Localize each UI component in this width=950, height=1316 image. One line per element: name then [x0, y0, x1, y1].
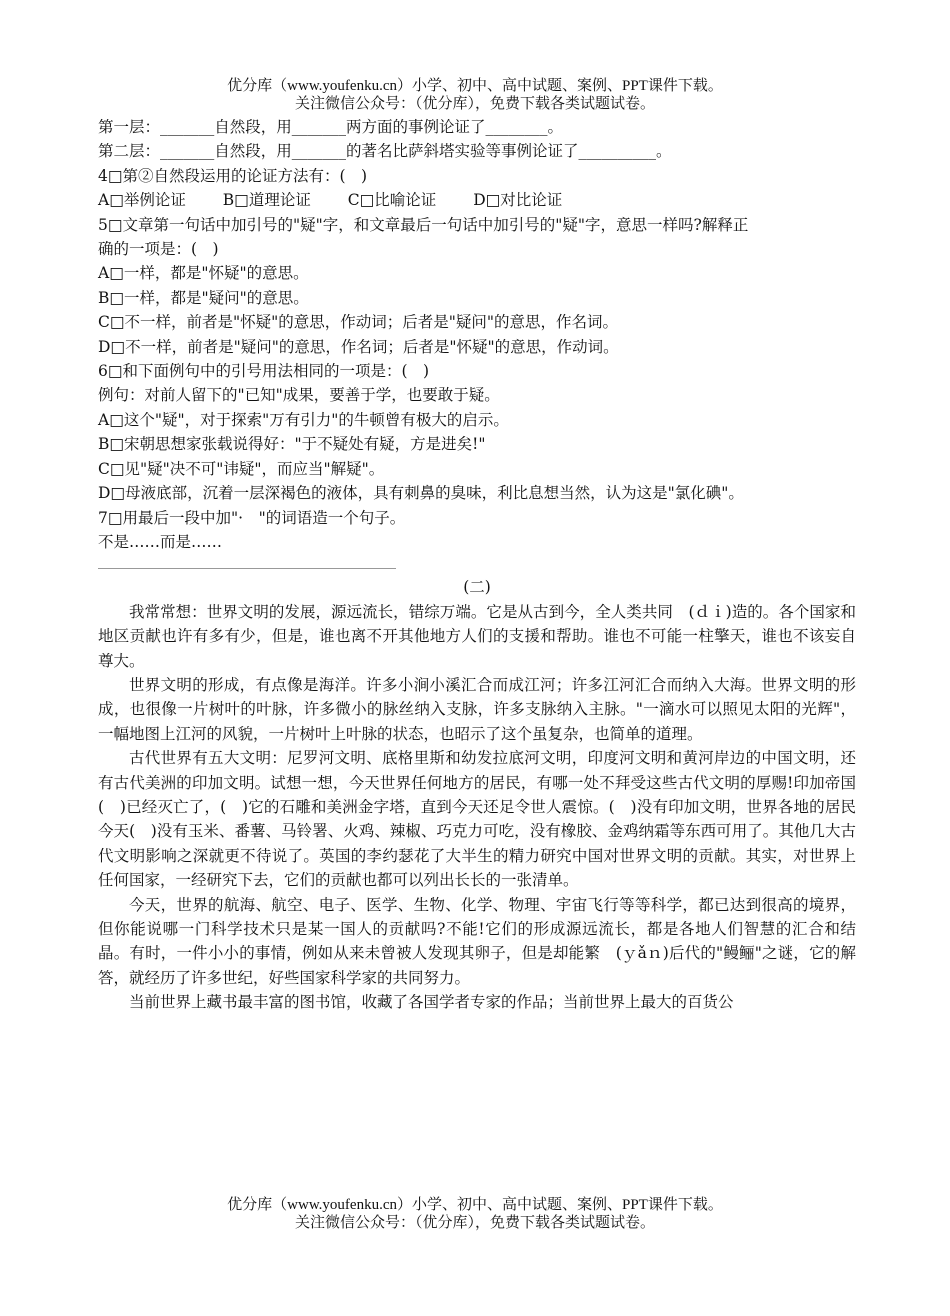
paragraph-1: 我常常想：世界文明的发展，源远流长，错综万端。它是从古到今，全人类共同 (ｄｉ)造的。各个国家和地区贡献也许有多有少，但是，谁也离不开其他地方人们的支援和帮助。谁也不可能一柱擎天，谁也不该妄自尊大。 — [98, 602, 856, 670]
section-title: (二) — [463, 578, 491, 597]
q5-option-b: B□一样，都是"疑问"的意思。 — [98, 288, 309, 307]
q4-stem: 4□第②自然段运用的论证方法有：( ) — [98, 166, 368, 185]
footer-line-1: 优分库（www.youfenku.cn）小学、初中、高中试题、案例、PPT课件下载。 — [227, 1197, 723, 1213]
q6-option-a: A□这个"疑"，对于探索"万有引力"的牛顿曾有极大的启示。 — [98, 410, 509, 429]
q4-option-c: C□比喻论证 — [347, 191, 437, 210]
q6-example: 例句：对前人留下的"已知"成果，要善于学，也要敢于疑。 — [98, 386, 500, 405]
page-header — [0, 77, 950, 113]
q6-option-b: B□宋朝思想家张载说得好："于不疑处有疑，方是进矣!" — [98, 435, 486, 454]
q4-option-b: B□道理论证 — [222, 191, 311, 210]
q5-option-a: A□一样，都是"怀疑"的意思。 — [98, 264, 309, 283]
q7-stem: 7□用最后一段中加"· "的词语造一个句子。 — [98, 508, 406, 527]
q5-stem-line-2: 确的一项是：( ) — [98, 240, 219, 259]
q6-option-c: C□见"疑"决不可"讳疑"，而应当"解疑"。 — [98, 459, 385, 478]
header-line-2: 关注微信公众号：（优分库），免费下载各类试题试卷。 — [294, 96, 655, 112]
paragraph-4: 今天，世界的航海、航空、电子、医学、生物、化学、物理、宇宙飞行等等科学，都已达到很高的境界，但你能说哪一门科学技术只是某一国人的贡献吗?不能!它们的形成源远流长，都是各地人们智慧的汇合和结晶。有时，一件小小的事情，例如从来未曾被人发现其卵子，但是却能繁 (ｙǎｎ)后代的"鳗鲡"之谜，它的解答，就经历了许多世纪，好些国家科学家的共同努力。 — [98, 895, 856, 987]
paragraph-5: 当前世界上藏书最丰富的图书馆，收藏了各国学者专家的作品；当前世界上最大的百货公 — [129, 993, 734, 1012]
paragraph-2: 世界文明的形成，有点像是海洋。许多小涧小溪汇合而成江河；许多江河汇合而纳入大海。世界文明的形成，也很像一片树叶的叶脉，许多微小的脉丝纳入支脉，许多支脉纳入主脉。"一滴水可以照见太阳的光辉"，一幅地图上江河的风貌，一片树叶上叶脉的状态，也昭示了这个虽复杂，也简单的道理。 — [98, 675, 856, 743]
page-footer — [0, 1196, 950, 1232]
document-body — [98, 115, 856, 1015]
header-line-1: 优分库（www.youfenku.cn）小学、初中、高中试题、案例、PPT课件下载。 — [227, 78, 723, 94]
q5-option-d: D□不一样，前者是"疑问"的意思，作名词；后者是"怀疑"的意思，作动词。 — [98, 337, 619, 356]
q3-layer-1: 第一层：_______自然段，用_______两方面的事例论证了________。 — [98, 118, 564, 136]
q3-layer-2: 第二层：_______自然段，用_______的著名比萨斜塔实验等事例论证了__________。 — [98, 142, 672, 161]
q5-option-c: C□不一样，前者是"怀疑"的意思，作动词；后者是"疑问"的意思，作名词。 — [98, 313, 619, 332]
q7-answer-prompt: 不是……而是…… — [98, 532, 223, 551]
footer-line-2: 关注微信公众号：（优分库），免费下载各类试题试卷。 — [294, 1215, 655, 1231]
q4-option-a: A□举例论证 — [98, 191, 186, 210]
q5-stem-line-1: 5□文章第一句话中加引号的"疑"字，和文章最后一句话中加引号的"疑"字，意思一样吗?解释正 — [98, 215, 749, 234]
q6-option-d: D□母液底部，沉着一层深褐色的液体，具有刺鼻的臭味，利比息想当然，认为这是"氯化碘"。 — [98, 484, 744, 503]
section-divider — [98, 568, 396, 569]
q4-options — [98, 188, 856, 212]
q6-stem: 6□和下面例句中的引号用法相同的一项是：( ) — [98, 362, 430, 381]
paragraph-3: 古代世界有五大文明：尼罗河文明、底格里斯和幼发拉底河文明，印度河文明和黄河岸边的中国文明，还有古代美洲的印加文明。试想一想，今天世界任何地方的居民，有哪一处不拜受这些古代文明的厚赐!印加帝国( )已经灭亡了，( )它的石雕和美洲金字塔，直到今天还足令世人震惊。( )没有印加文明，世界各地的居民今天( )没有玉米、番薯、马铃署、火鸡、辣椒、巧克力可吃，没有橡胶、金鸡纳霜等东西可用了。其他几大古代文明影响之深就更不待说了。英国的李约瑟花了大半生的精力研究中国对世界文明的贡献。其实，对世界上任何国家，一经研究下去，它们的贡献也都可以列出长长的一张清单。 — [98, 749, 856, 890]
q4-option-d: D□对比论证 — [473, 191, 563, 210]
